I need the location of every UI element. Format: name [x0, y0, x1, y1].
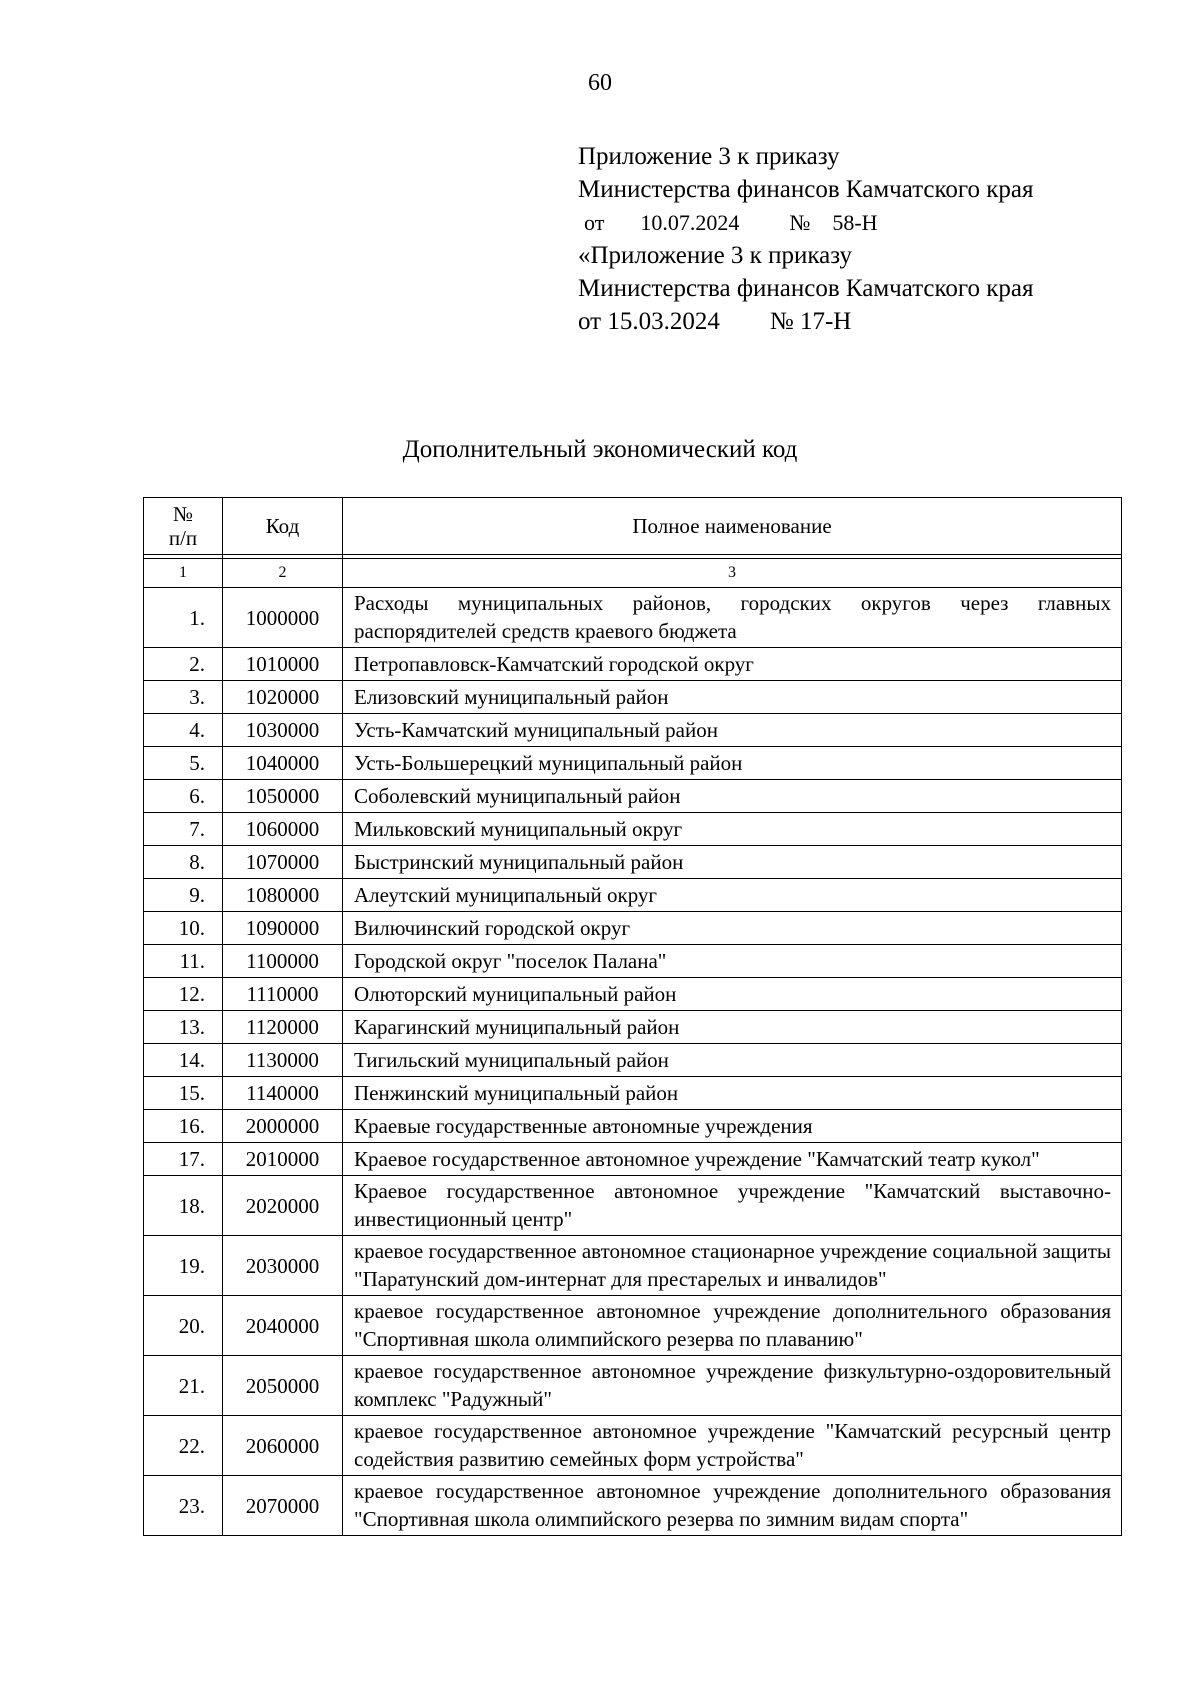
row-name: Краевое государственное автономное учреждение "Камчатский театр кукол"	[343, 1143, 1122, 1176]
original-order-number: № 17-Н	[769, 308, 852, 335]
row-name: Мильковский муниципальный округ	[343, 813, 1122, 846]
original-order-line	[578, 305, 1034, 338]
row-number: 5.	[144, 747, 223, 780]
table-row	[144, 648, 1122, 681]
row-code: 2040000	[223, 1296, 343, 1356]
row-code: 1040000	[223, 747, 343, 780]
row-name: Краевое государственное автономное учреждение "Камчатский выставочно-инвестиционный центр"	[343, 1176, 1122, 1236]
table-row	[144, 1296, 1122, 1356]
row-number: 16.	[144, 1110, 223, 1143]
row-name: краевое государственное автономное учреждение дополнительного образования "Спортивная школа олимпийского резерва по плаванию"	[343, 1296, 1122, 1356]
row-name: краевое государственное автономное стационарное учреждение социальной защиты "Паратунский дом-интернат для престарелых и инвалидов"	[343, 1236, 1122, 1296]
row-code: 2020000	[223, 1176, 343, 1236]
amending-order-number: 58-Н	[832, 210, 878, 235]
row-name: краевое государственное автономное учреждение "Камчатский ресурсный центр содействия развитию семейных форм устройства"	[343, 1416, 1122, 1476]
row-code: 2070000	[223, 1476, 343, 1536]
row-name: Краевые государственные автономные учреждения	[343, 1110, 1122, 1143]
column-index: 1	[144, 559, 223, 588]
appendix-line-5: Министерства финансов Камчатского края	[578, 275, 1034, 302]
table-row	[144, 1143, 1122, 1176]
row-name: Вилючинский городской округ	[343, 912, 1122, 945]
table-row	[144, 912, 1122, 945]
row-name: Расходы муниципальных районов, городских округов через главных распорядителей средств краевого бюджета	[343, 588, 1122, 648]
row-number: 20.	[144, 1296, 223, 1356]
table-row	[144, 780, 1122, 813]
row-code: 1000000	[223, 588, 343, 648]
row-code: 2050000	[223, 1356, 343, 1416]
row-number: 6.	[144, 780, 223, 813]
document-title: Дополнительный экономический код	[402, 436, 798, 463]
row-number: 2.	[144, 648, 223, 681]
row-number: 12.	[144, 978, 223, 1011]
row-name: Пенжинский муниципальный район	[343, 1077, 1122, 1110]
row-code: 2000000	[223, 1110, 343, 1143]
table-header-row	[144, 498, 1122, 555]
row-code: 1080000	[223, 879, 343, 912]
header-num	[144, 498, 223, 555]
table-row	[144, 681, 1122, 714]
row-code: 1060000	[223, 813, 343, 846]
table-row	[144, 1416, 1122, 1476]
row-code: 1010000	[223, 648, 343, 681]
row-number: 1.	[144, 588, 223, 648]
row-number: 10.	[144, 912, 223, 945]
header-code: Код	[223, 498, 343, 555]
row-number: 13.	[144, 1011, 223, 1044]
table-row	[144, 747, 1122, 780]
codes-table	[143, 497, 1122, 1536]
appendix-block	[578, 140, 1034, 338]
row-number: 18.	[144, 1176, 223, 1236]
table-row	[144, 1476, 1122, 1536]
row-number: 15.	[144, 1077, 223, 1110]
column-index-row	[144, 559, 1122, 588]
header-num-line-2: п/п	[168, 526, 198, 550]
amending-order-number-sign: №	[789, 210, 811, 235]
table-row	[144, 945, 1122, 978]
row-code: 1130000	[223, 1044, 343, 1077]
appendix-line-2: Министерства финансов Камчатского края	[578, 176, 1034, 203]
appendix-line-4: «Приложение 3 к приказу	[578, 242, 853, 269]
row-name: Петропавловск-Камчатский городской округ	[343, 648, 1122, 681]
header-num-line-1: №	[172, 502, 194, 526]
row-number: 17.	[144, 1143, 223, 1176]
appendix-line-1: Приложение 3 к приказу	[578, 143, 840, 170]
row-code: 1050000	[223, 780, 343, 813]
row-name: краевое государственное автономное учреждение дополнительного образования "Спортивная школа олимпийского резерва по зимним видам спорта"	[343, 1476, 1122, 1536]
row-code: 1120000	[223, 1011, 343, 1044]
row-name: Соболевский муниципальный район	[343, 780, 1122, 813]
row-code: 1100000	[223, 945, 343, 978]
table-row	[144, 978, 1122, 1011]
row-code: 1030000	[223, 714, 343, 747]
column-index: 2	[223, 559, 343, 588]
row-name: Алеутский муниципальный округ	[343, 879, 1122, 912]
row-number: 7.	[144, 813, 223, 846]
row-name: Усть-Камчатский муниципальный район	[343, 714, 1122, 747]
table-row	[144, 714, 1122, 747]
table-row	[144, 1356, 1122, 1416]
table-row	[144, 1176, 1122, 1236]
row-number: 22.	[144, 1416, 223, 1476]
row-code: 1090000	[223, 912, 343, 945]
table-row	[144, 1044, 1122, 1077]
row-number: 21.	[144, 1356, 223, 1416]
row-number: 19.	[144, 1236, 223, 1296]
original-order-date: от 15.03.2024	[578, 308, 720, 335]
row-name: Карагинский муниципальный район	[343, 1011, 1122, 1044]
row-code: 2030000	[223, 1236, 343, 1296]
row-name: Олюторский муниципальный район	[343, 978, 1122, 1011]
amending-order-prefix: от	[584, 210, 605, 235]
row-name: Елизовский муниципальный район	[343, 681, 1122, 714]
row-number: 9.	[144, 879, 223, 912]
table-row	[144, 1110, 1122, 1143]
row-code: 1070000	[223, 846, 343, 879]
table-row	[144, 846, 1122, 879]
row-name: Быстринский муниципальный район	[343, 846, 1122, 879]
amending-order-line	[578, 206, 1034, 239]
row-number: 3.	[144, 681, 223, 714]
table-row	[144, 879, 1122, 912]
row-number: 4.	[144, 714, 223, 747]
page-number: 60	[588, 70, 612, 96]
table-row	[144, 588, 1122, 648]
row-name: Усть-Большерецкий муниципальный район	[343, 747, 1122, 780]
row-code: 1020000	[223, 681, 343, 714]
table-body	[144, 588, 1122, 1536]
row-code: 2060000	[223, 1416, 343, 1476]
row-number: 11.	[144, 945, 223, 978]
amending-order-date: 10.07.2024	[640, 210, 740, 235]
row-code: 1140000	[223, 1077, 343, 1110]
table-row	[144, 1236, 1122, 1296]
table-row	[144, 1011, 1122, 1044]
row-name: Тигильский муниципальный район	[343, 1044, 1122, 1077]
row-code: 2010000	[223, 1143, 343, 1176]
header-name: Полное наименование	[343, 498, 1122, 555]
column-index: 3	[343, 559, 1122, 588]
row-name: Городской округ "поселок Палана"	[343, 945, 1122, 978]
row-number: 8.	[144, 846, 223, 879]
codes-table-container	[143, 497, 1121, 1536]
row-number: 23.	[144, 1476, 223, 1536]
row-number: 14.	[144, 1044, 223, 1077]
row-code: 1110000	[223, 978, 343, 1011]
table-row	[144, 813, 1122, 846]
row-name: краевое государственное автономное учреждение физкультурно-оздоровительный комплекс "Радужный"	[343, 1356, 1122, 1416]
table-row	[144, 1077, 1122, 1110]
